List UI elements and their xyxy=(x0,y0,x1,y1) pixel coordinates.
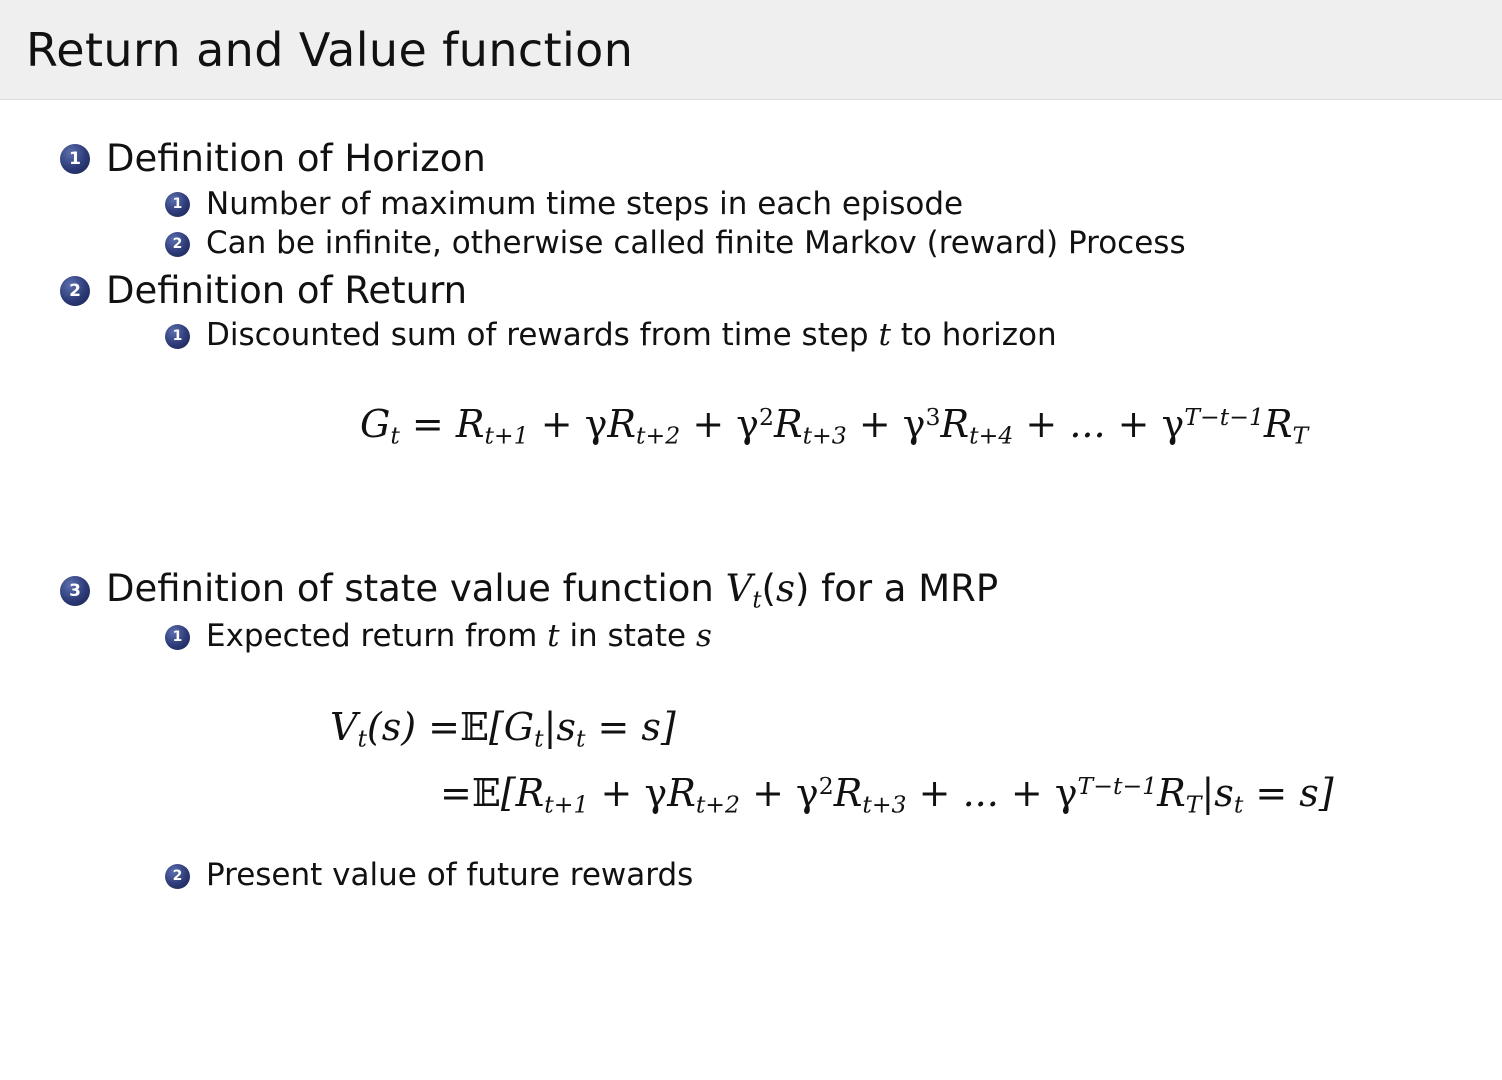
list-item xyxy=(60,568,1472,614)
list-item xyxy=(165,318,1472,354)
slide-content xyxy=(0,100,1502,894)
equation-line-2: $=𝔼[R_{t+1} + \gamma R_{t+2} + \gamma^2R_{t+3}$ + ... + $\gamma^{T-t-1}R_T|s_t = s$] xyxy=(440,770,1334,819)
bullet-number-badge: 1 xyxy=(165,625,190,650)
list-item-label: Definition of Horizon xyxy=(106,137,486,180)
vertical-spacer xyxy=(30,450,1472,568)
list-item xyxy=(60,270,1472,313)
list-item xyxy=(165,187,1472,223)
list-item-label: Expected return from t in state s xyxy=(206,618,712,655)
list-item-label: Present value of future rewards xyxy=(206,857,694,894)
equation-line-1: $V_t(s)$ $=𝔼[G_t|s_t = s]$ xyxy=(330,705,676,753)
list-item xyxy=(60,138,1472,181)
bullet-number-badge: 3 xyxy=(60,576,90,606)
list-item-label: Can be infinite, otherwise called finite Markov (reward) Process xyxy=(206,225,1186,262)
bullet-number-badge: 1 xyxy=(165,324,190,349)
list-item-label: Definition of state value function $V_t(s)$ for a MRP xyxy=(106,566,999,614)
bullet-number-badge: 1 xyxy=(60,144,90,174)
list-item xyxy=(165,619,1472,655)
bullet-number-badge: 2 xyxy=(165,232,190,257)
bullet-number-badge: 2 xyxy=(165,864,190,889)
page-title: Return and Value function xyxy=(26,22,634,77)
equation-return: $G_t = R_{t+1} + \gamma R_{t+2} + \gamma^2R_{t+3} + \gamma^3R_{t+4}$ + ... + $\gamma^{T-t-1}R_T$ xyxy=(360,402,1309,450)
list-item-label: Definition of Return xyxy=(106,268,468,312)
bullet-number-badge: 1 xyxy=(165,192,190,217)
slide-title-bar xyxy=(0,0,1502,100)
list-item xyxy=(165,226,1472,262)
vertical-spacer xyxy=(30,836,1472,858)
list-item-label: Number of maximum time steps in each episode xyxy=(206,185,964,222)
bullet-number-badge: 2 xyxy=(60,276,90,306)
list-item-label: Discounted sum of rewards from time step t to horizon xyxy=(206,317,1057,354)
equation-value-function xyxy=(330,705,1472,818)
list-item xyxy=(165,858,1472,894)
